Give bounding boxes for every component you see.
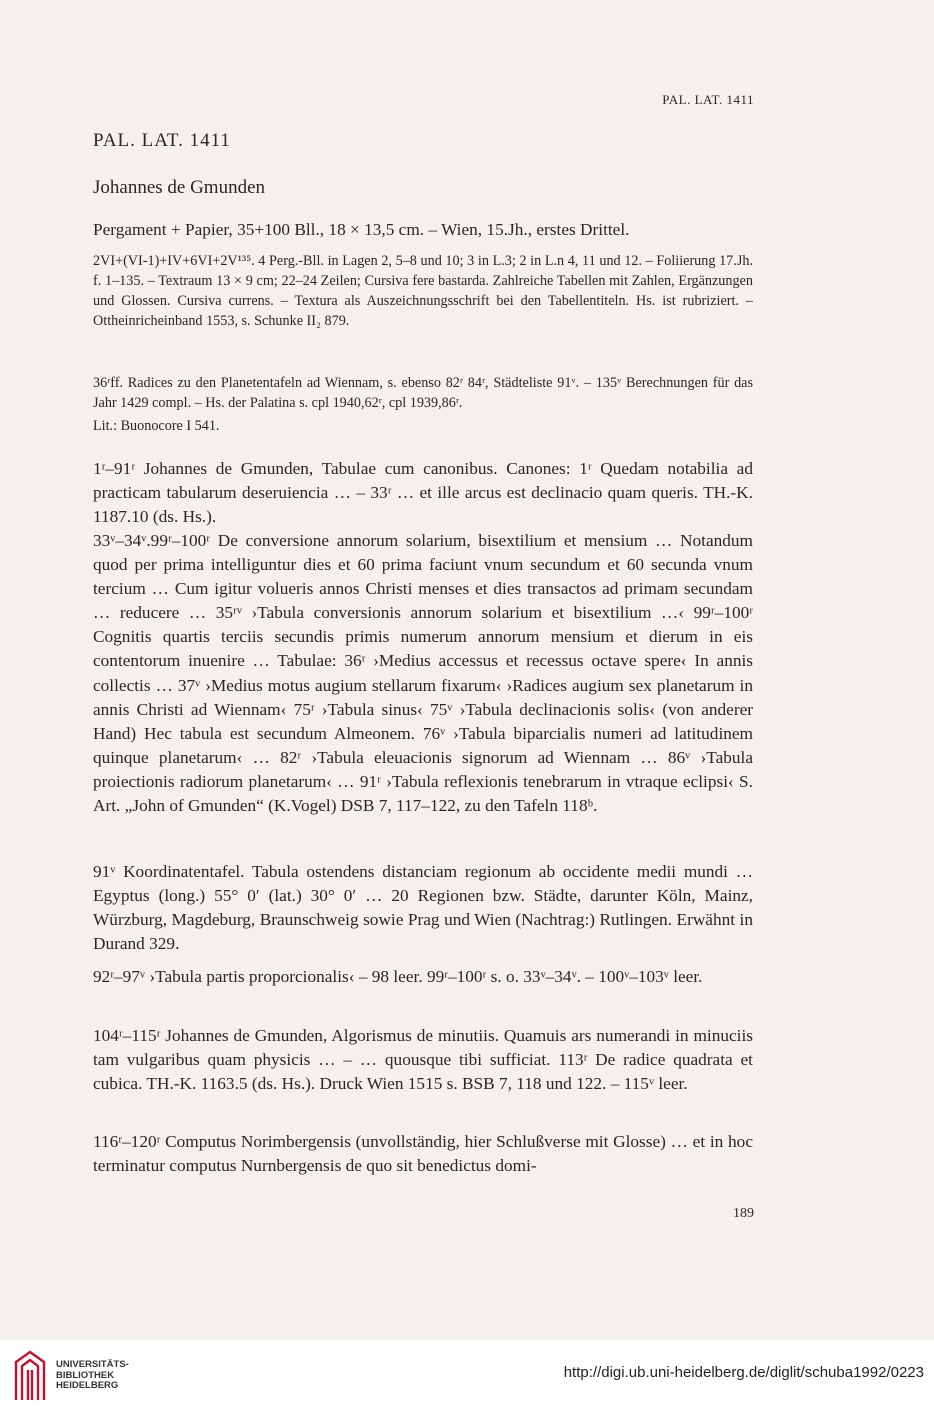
source-url-link[interactable]: http://digi.ub.uni-heidelberg.de/diglit/schuba1992/0223: [563, 1364, 924, 1381]
contents-item: 104ʳ–115ʳ Johannes de Gmunden, Algorismus de minutiis. Quamuis ars numerandi in minuciis tam vulgaribus quam physicis … – … quousque tibi sufficiat. 113ʳ De radice quadrata et cubica. TH.-K. 1163.5 (ds. Hs.). Druck Wien 1515 s. BSB 7, 118 und 122. – 115ᵛ leer.: [93, 1026, 753, 1094]
library-logo-icon: [12, 1348, 48, 1404]
shelfmark-heading: PAL. LAT. 1411: [93, 130, 231, 151]
collation-paragraph: 2VI+(VI-1)+IV+6VI+2V¹³⁵. 4 Perg.-Bll. in Lagen 2, 5–8 und 10; 3 in L.3; 2 in L.n 4, 11 und 12. – Foliierung 17.Jh. f. 1–135. – Textraum 13 × 9 cm; 22–24 Zeilen; Cursiva fere bastarda. Zahlreiche Tabellen mit Zahlen, Ergänzungen und Glossen. Cursiva currens. – Textura als Auszeichnungsschrift bei den Tabellentiteln. Hs. ist rubriziert. – Ottheinricheinband 1553, s. Schunke II₂ 879.: [93, 253, 753, 329]
contents-item: 116ʳ–120ʳ Computus Norimbergensis (unvollständig, hier Schlußverse mit Glosse) … et in hoc terminatur computus Nurnbergensis de quo sit benedictus domi-: [93, 1132, 753, 1176]
page-number: 189: [733, 1206, 754, 1221]
contents-item: 1ʳ–91ʳ Johannes de Gmunden, Tabulae cum canonibus. Canones: 1ʳ Quedam notabilia ad practicam tabularum deseruiencia … – 33ʳ … et ille arcus est declinacio quam queris. TH.-K. 1187.10 (ds. Hs.).: [93, 459, 753, 527]
literature-line: Lit.: Buonocore I 541.: [93, 418, 220, 434]
library-name: UNIVERSITÄTS- BIBLIOTHEK HEIDELBERG: [56, 1359, 129, 1391]
contents-item: 92ʳ–97ᵛ ›Tabula partis proporcionalis‹ – 98 leer. 99ʳ–100ʳ s. o. 33ᵛ–34ᵛ. – 100ᵛ–103ᵛ leer.: [93, 967, 703, 986]
additions-paragraph: 36ʳff. Radices zu den Planetentafeln ad Wiennam, s. ebenso 82ʳ 84ʳ, Städteliste 91ᵛ. – 135ᵛ Berechnungen für das Jahr 1429 compl. – Hs. der Palatina s. cpl 1940,62ʳ, cpl 1939,86ʳ.: [93, 375, 753, 411]
author-heading: Johannes de Gmunden: [93, 177, 266, 198]
physical-description: Pergament + Papier, 35+100 Bll., 18 × 13,5 cm. – Wien, 15.Jh., erstes Drittel.: [93, 220, 630, 239]
contents-item: 33ᵛ–34ᵛ.99ʳ–100ʳ De conversione annorum solarium, bisextilium et mensium … Notandum quod per prima intelliguntur dies et 60 prima faciunt vnum secundum et 60 secunda vnum tercium … Cum igitur volueris annos Christi menses et dies transactos ad primam secundam … reducere … 35ʳᵛ ›Tabula conversionis annorum solarium et bisextilium …‹ 99ʳ–100ʳ Cognitis quartis terciis secundis primis numerum annorum mensium et dierum in eis contentorum inuenire … Tabulae: 36ʳ ›Medius accessus et recessus octave spere‹ In annis collectis … 37ᵛ ›Medius motus augium stellarum fixarum‹ ›Radices augium sex planetarum in annis Christi ad Wiennam‹ 75ʳ ›Tabula sinus‹ 75ᵛ ›Tabula declinacionis solis‹ (von anderer Hand) Hec tabula est secundum Almeonem. 76ᵛ ›Tabula biparcialis numeri ad latitudinem quinque planetarum‹ … 82ʳ ›Tabula eleuacionis signorum ad Wiennam … 86ᵛ ›Tabula proiectionis radiorum planetarum‹ … 91ʳ ›Tabula reflexionis tenebrarum in vtraque eclipsi‹ S. Art. „John of Gmunden“ (K.Vogel) DSB 7, 117–122, zu den Tafeln 118ᵇ.: [93, 531, 753, 816]
digitization-footer: [0, 1340, 934, 1410]
contents-item: 91ᵛ Koordinatentafel. Tabula ostendens distanciam regionum ab occidente medii mundi … Egyptus (long.) 55° 0′ (lat.) 30° 0′ … 20 Regionen bzw. Städte, darunter Köln, Mainz, Würzburg, Magdeburg, Braunschweig sowie Prag und Wien (Nachtrag:) Rutlingen. Erwähnt in Durand 329.: [93, 862, 753, 954]
running-head: PAL. LAT. 1411: [662, 92, 754, 107]
